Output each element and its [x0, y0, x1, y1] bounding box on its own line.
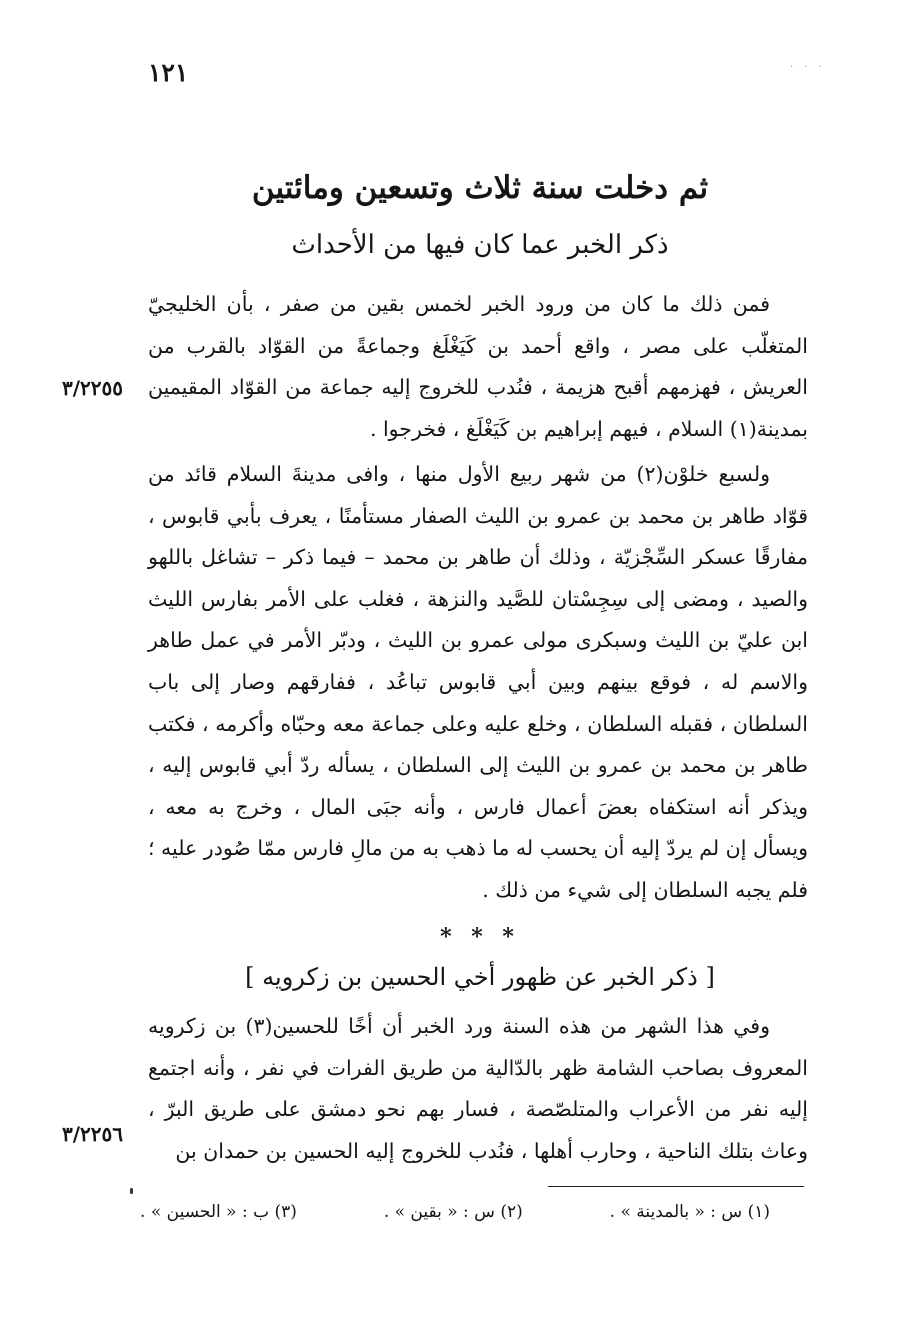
page-number: ١٢١ [148, 58, 189, 87]
paragraph-2-text: ولسبع خلوْن(٢) من شهر ربيع الأول منها ، وافى مدينةَ السلام قائد من قوّاد طاهر بن محمد بن عمرو بن الليث الصفار مستأمنًا ، يعرف بأبي قابوس ، مفارقًا عسكر السِّجْزيّة ، وذلك أن طاهر بن محمد – فيما ذكر – تشاغل باللهو والصيد ، ومضى إلى سِجِسْتان للصَّيد والنزهة ، فغلب على الأمر بفارس الليث ابن عليّ بن الليث وسبكرى مولى عمرو بن الليث ، ودبّر الأمر في عمل طاهر والاسم له ، فوقع بينهم وبين أبي قابوس تباعُد ، ففارقهم وصار إلى باب السلطان ، فقبله السلطان ، وخلع عليه وعلى جماعة معه وحبّاه وأكرمه ، فكتب طاهر بن محمد بن عمرو بن الليث إلى السلطان ، يسأله ردّ أبي قابوس إليه ، ويذكر أنه استكفاه بعضَ أعمال فارس ، وأنه جبَى المال ، وخرج به معه ، ويسأل إن لم يردّ إليه أن يحسب له ما ذهب به من مالِ فارس ممّا صُودر عليه ؛ فلم يجبه السلطان إلى شيء من ذلك . [148, 462, 808, 902]
section-title: ذكر الخبر عما كان فيها من الأحداث [291, 230, 669, 260]
chapter-title: ثم دخلت سنة ثلاث وتسعين ومائتين [251, 170, 709, 206]
section-separator: * * * [440, 924, 520, 950]
paragraph-2 [148, 454, 808, 912]
paragraph-1-text: فمن ذلك ما كان من ورود الخبر لخمس بقين من صفر ، بأن الخليجيّ المتغلّب على مصر ، واقع أحمد بن كَيَغْلَغ وجماعةً من القوّاد بالقرب من العريش ، فهزمهم أقبح هزيمة ، فنُدب للخروج إليه جماعة من القوّاد المقيمين بمدينة(١) السلام ، فيهم إبراهيم بن كَيَغْلَغ ، فخرجوا . [148, 292, 808, 441]
footnote-2: (٢) س : « بقين » . [383, 1202, 523, 1222]
subsection-title: [ ذكر الخبر عن ظهور أخي الحسين بن زكرويه ] [245, 963, 715, 991]
paragraph-1 [148, 284, 808, 450]
footnote-divider [548, 1186, 804, 1187]
footnotes [140, 1196, 770, 1228]
footnote-1: (١) س : « بالمدينة » . [609, 1202, 770, 1222]
margin-reference-2: ٣/٢٢٥٦ [62, 1122, 124, 1146]
ink-speck [130, 1188, 133, 1194]
scan-speckles: · · · [790, 62, 826, 73]
paragraph-3-text: وفي هذا الشهر من هذه السنة ورد الخبر أن أخًا للحسين(٣) بن زكرويه المعروف بصاحب الشامة ظهر بالدّالية من طريق الفرات في نفر ، وأنه اجتمع إليه نفر من الأعراب والمتلصّصة ، فسار بهم نحو دمشق على طريق البرّ ، وعاث بتلك الناحية ، وحارب أهلها ، فنُدب للخروج إليه الحسين بن حمدان بن [148, 1014, 808, 1163]
margin-reference-1: ٣/٢٢٥٥ [62, 376, 124, 400]
footnote-3: (٣) ب : « الحسين » . [140, 1202, 297, 1222]
paragraph-3 [148, 1006, 808, 1172]
